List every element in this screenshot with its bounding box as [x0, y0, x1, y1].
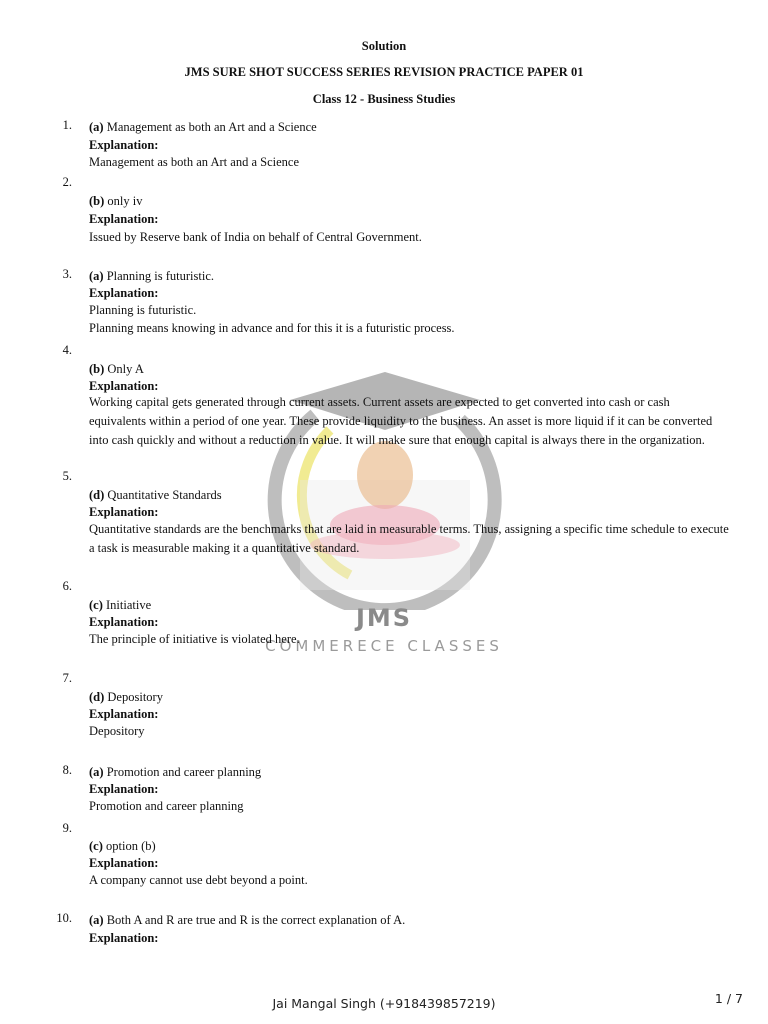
answer-text: Both A and R are true and R is the correct explanation of A. — [106, 913, 406, 927]
answer-text: Management as both an Art and a Science — [106, 120, 317, 134]
explanation-text: A company cannot use debt beyond a point. — [89, 873, 308, 887]
answer-text: Planning is futuristic. — [106, 269, 214, 283]
answer-line — [89, 911, 729, 929]
question-number: 3. — [62, 267, 72, 281]
question-number: 10. — [56, 911, 72, 925]
answer-option: (a) — [89, 765, 104, 779]
answer-line — [89, 267, 729, 285]
explanation-text: Planning is futuristic. — [89, 303, 197, 317]
answer-text: Only A — [107, 362, 144, 376]
explanation-label: Explanation: — [89, 379, 159, 393]
answer-option: (b) — [89, 362, 105, 376]
answer-option: (d) — [89, 488, 105, 502]
answer-line — [89, 118, 729, 136]
watermark-tagline: COMMERECE CLASSES — [265, 637, 503, 655]
explanation-text: The principle of initiative is violated here. — [89, 632, 300, 646]
answer-line — [89, 837, 729, 855]
explanation-label: Explanation: — [89, 615, 159, 629]
explanation-text: Depository — [89, 724, 145, 738]
answer-line — [89, 192, 729, 210]
watermark-brand: JMS — [355, 604, 413, 632]
explanation-text: Working capital gets generated through current assets. Current assets are expected to get converted into cash or cash equivalents within a period of one year. These provide liquidity to the business. An asset is more liquid if it can be converted into cash quickly and without a reduction in value. It will make sure that enough capital is always there in the organization. — [89, 395, 713, 447]
explanation-text: Planning means knowing in advance and for this it is a futuristic process. — [89, 321, 455, 335]
answer-line — [89, 360, 729, 378]
answer-option: (d) — [89, 690, 105, 704]
paper-title: JMS SURE SHOT SUCCESS SERIES REVISION PRACTICE PAPER 01 — [184, 65, 584, 79]
question-number: 4. — [62, 343, 72, 357]
page-number: 1 / 7 — [714, 991, 743, 1006]
answer-text: option (b) — [106, 839, 156, 853]
answer-line — [89, 763, 729, 781]
answer-option: (c) — [89, 598, 103, 612]
question-number: 5. — [62, 469, 72, 483]
answer-line — [89, 596, 729, 614]
class-subtitle: Class 12 - Business Studies — [312, 92, 456, 106]
answer-option: (a) — [89, 120, 104, 134]
answer-option: (c) — [89, 839, 103, 853]
question-number: 1. — [62, 118, 72, 132]
explanation-label: Explanation: — [89, 707, 159, 721]
explanation-label: Explanation: — [89, 931, 159, 945]
explanation-label: Explanation: — [89, 212, 159, 226]
answer-line — [89, 486, 729, 504]
answer-text: Promotion and career planning — [106, 765, 262, 779]
question-number: 9. — [62, 821, 72, 835]
question-number: 6. — [62, 579, 72, 593]
question-number: 2. — [62, 175, 72, 189]
explanation-label: Explanation: — [89, 138, 159, 152]
explanation-label: Explanation: — [89, 856, 159, 870]
answer-line — [89, 688, 729, 706]
answer-option: (b) — [89, 194, 105, 208]
explanation-text: Quantitative standards are the benchmarks that are laid in measurable terms. Thus, assigning a specific time schedule to execute a task is measurable making it a quantitative standard. — [89, 522, 729, 555]
explanation-label: Explanation: — [89, 286, 159, 300]
question-number: 8. — [62, 763, 72, 777]
answer-option: (a) — [89, 913, 104, 927]
answer-text: only iv — [107, 194, 143, 208]
explanation-text: Management as both an Art and a Science — [89, 155, 299, 169]
answer-text: Depository — [107, 690, 163, 704]
question-number: 7. — [62, 671, 72, 685]
footer-author: Jai Mangal Singh (+918439857219) — [272, 996, 496, 1011]
answer-option: (a) — [89, 269, 104, 283]
answer-text: Quantitative Standards — [107, 488, 222, 502]
solution-heading: Solution — [361, 39, 407, 53]
explanation-label: Explanation: — [89, 505, 159, 519]
answer-text: Initiative — [106, 598, 152, 612]
explanation-label: Explanation: — [89, 782, 159, 796]
explanation-text: Issued by Reserve bank of India on behalf of Central Government. — [89, 230, 422, 244]
explanation-text: Promotion and career planning — [89, 799, 244, 813]
